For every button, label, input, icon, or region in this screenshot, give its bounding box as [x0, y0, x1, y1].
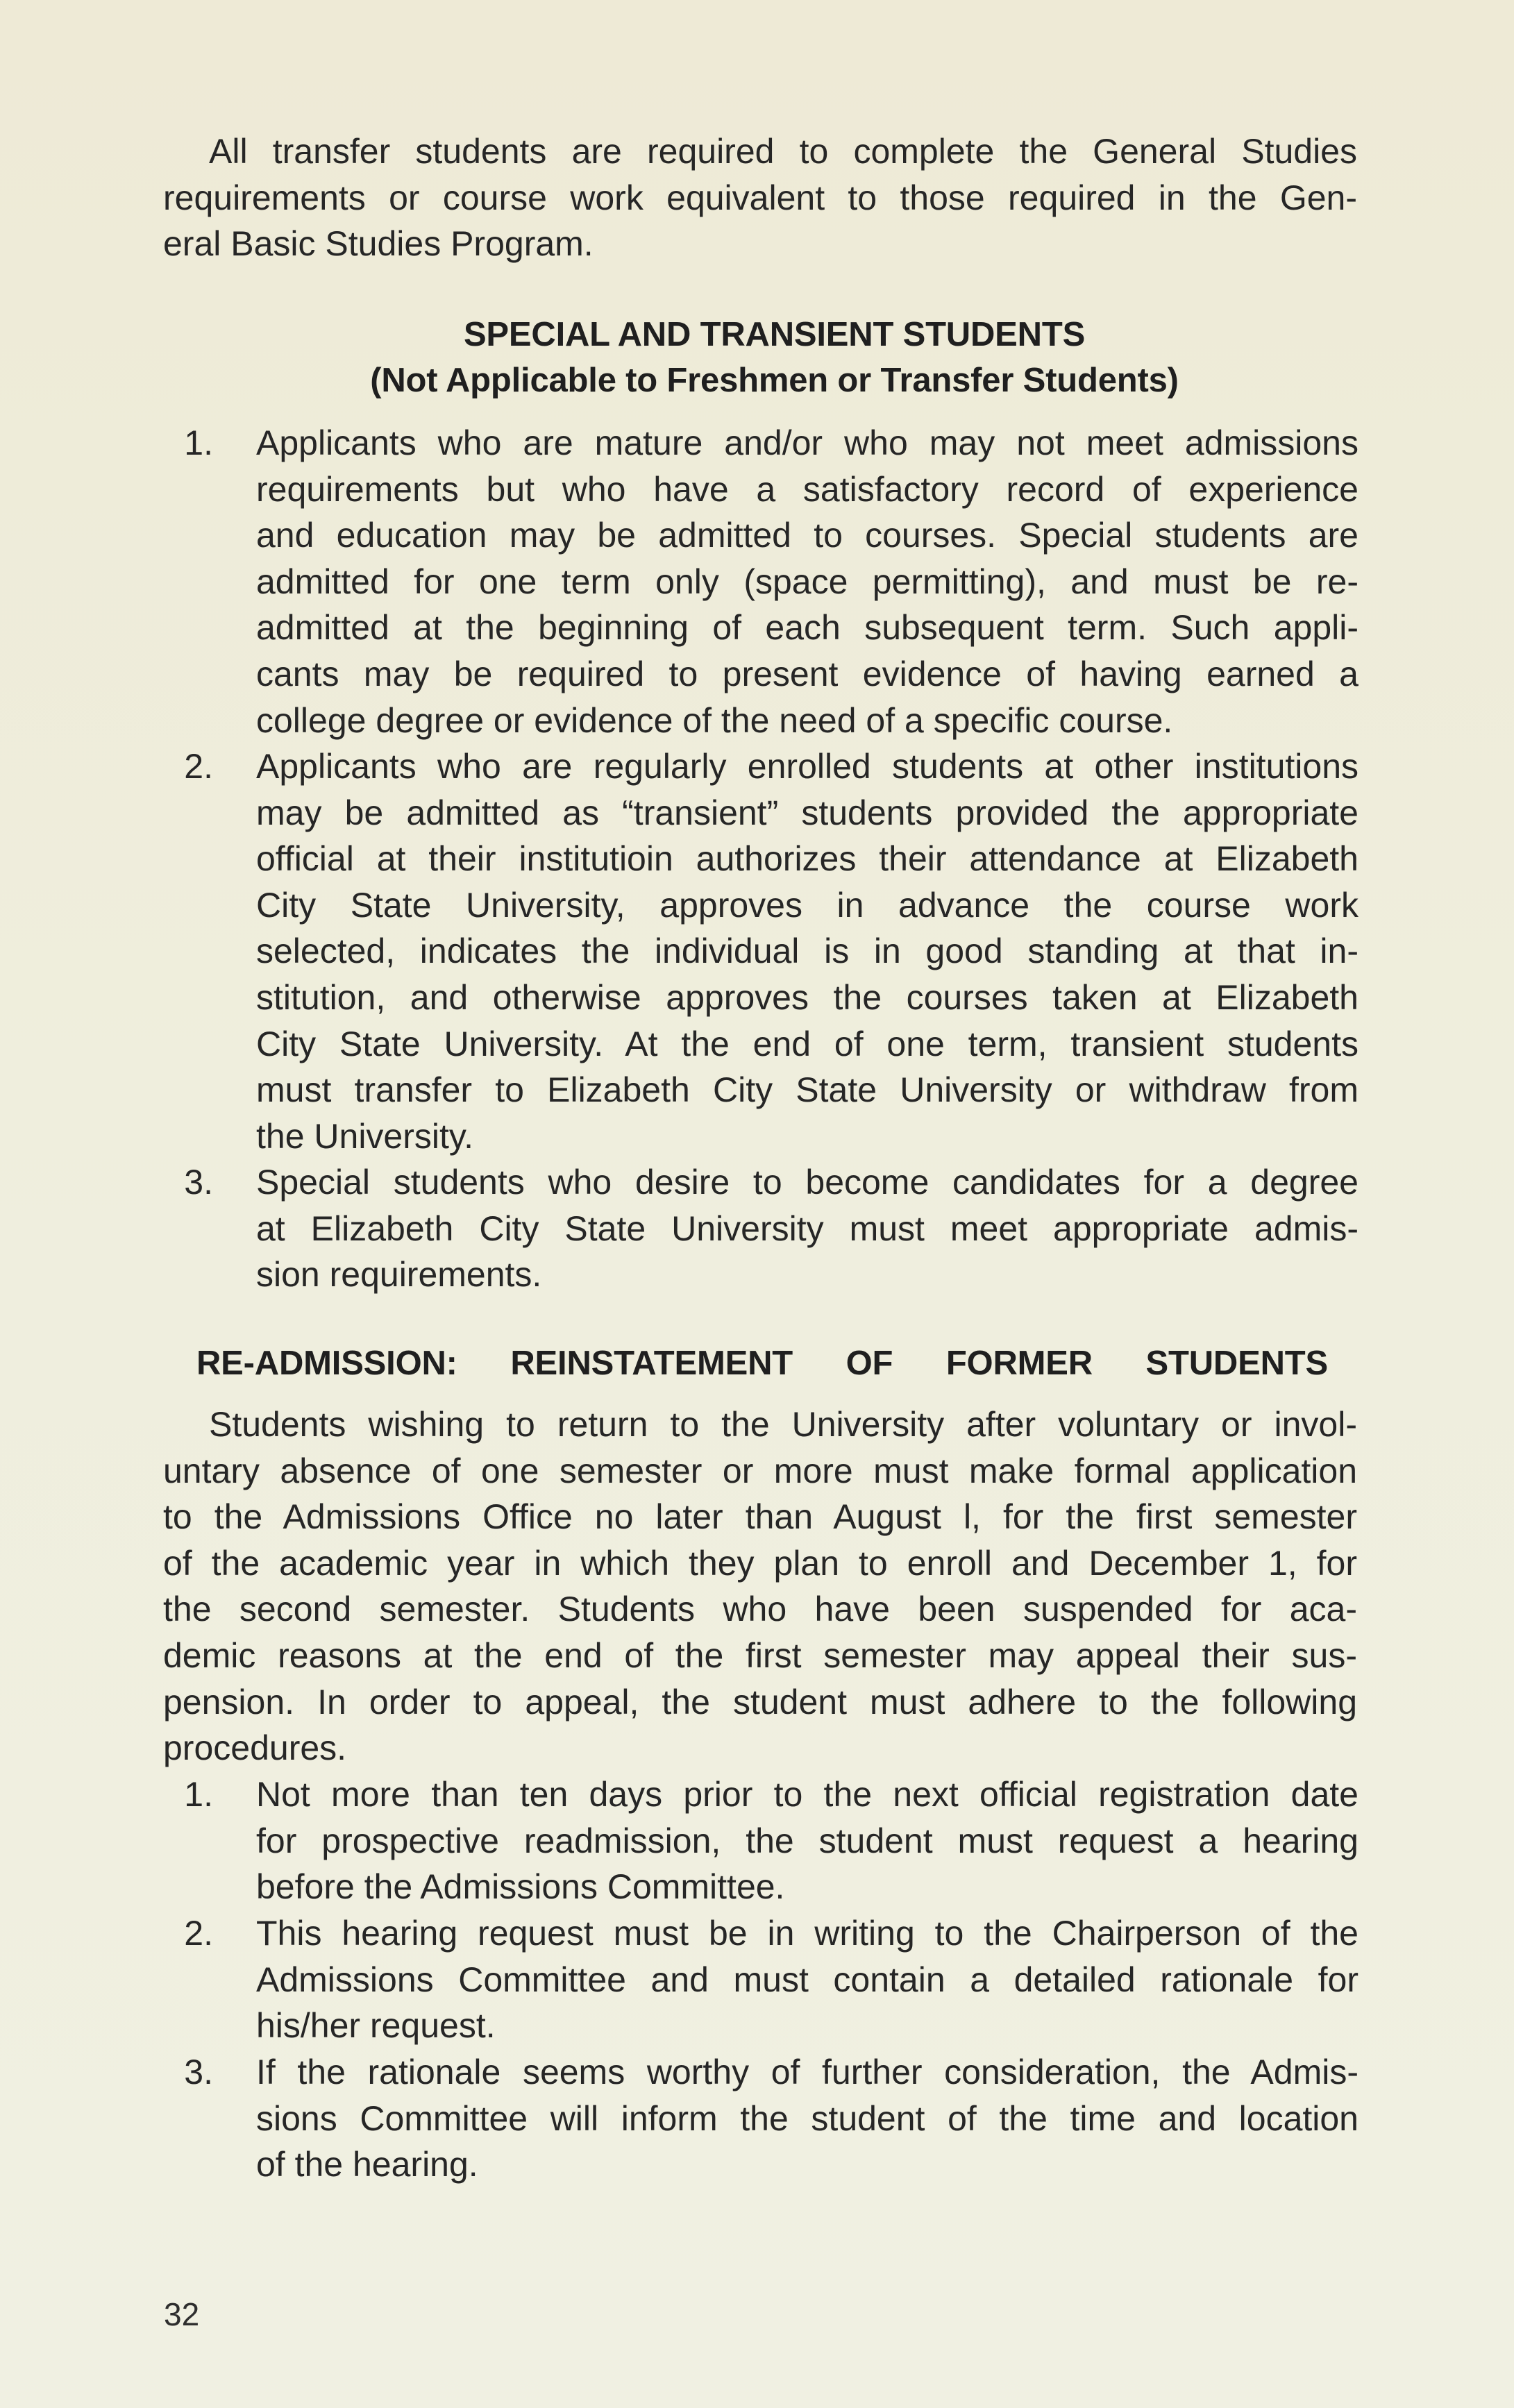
text-line: Applicants who are mature and/or who may not meet admissions — [256, 423, 1359, 462]
text-line: Admissions Committee and must contain a detailed rationale for — [256, 1960, 1359, 1999]
text-line: and education may be admitted to courses. Special students are — [256, 516, 1359, 555]
list-item-number: 3. — [184, 2053, 213, 2091]
text-line: pension. In order to appeal, the student must adhere to the following — [163, 1682, 1357, 1721]
list-item-text — [256, 1161, 1359, 1300]
text-line: Not more than ten days prior to the next official registration date — [256, 1775, 1359, 1814]
text-line: college degree or evidence of the need of a specific course. — [256, 700, 1173, 740]
text-line: requirements or course work equivalent to those required in the Gen- — [163, 178, 1357, 217]
list-item-text — [256, 1774, 1359, 1912]
text-line: sion requirements. — [256, 1255, 542, 1295]
text-line: stitution, and otherwise approves the courses taken at Elizabeth — [256, 977, 1359, 1017]
list-item — [163, 1161, 1357, 1300]
text-line: the second semester. Students who have been suspended for aca- — [163, 1590, 1357, 1629]
text-line: his/her request. — [256, 2006, 496, 2046]
text-line: procedures. — [163, 1728, 347, 1768]
list-item — [163, 1912, 1357, 2051]
list-item-text — [256, 2051, 1359, 2190]
section-heading-special-transient: SPECIAL AND TRANSIENT STUDENTS — [463, 316, 1086, 353]
list-item — [163, 1774, 1357, 1912]
text-line: of the academic year in which they plan to enroll and December 1, for — [163, 1543, 1357, 1583]
text-line: must transfer to Elizabeth City State University or withdraw from — [256, 1070, 1359, 1110]
text-line: This hearing request must be in writing to the Chairperson of the — [256, 1914, 1359, 1953]
text-line: City State University. At the end of one term, transient students — [256, 1024, 1359, 1063]
section-heading-readmission: RE-ADMISSION: REINSTATEMENT OF FORMER STUDENTS — [196, 1345, 1328, 1382]
list-item-text — [256, 422, 1359, 746]
intro-paragraph — [163, 130, 1357, 269]
text-line: admitted at the beginning of each subsequent term. Such appli- — [256, 608, 1359, 648]
text-line: the University. — [256, 1116, 474, 1156]
text-line: If the rationale seems worthy of further consideration, the Admis- — [256, 2053, 1359, 2091]
text-line: All transfer students are required to complete the General Studies — [209, 132, 1357, 171]
text-line: to the Admissions Office no later than August l, for the first semester — [163, 1497, 1357, 1537]
procedure-list — [163, 1774, 1357, 2190]
text-line: requirements but who have a satisfactory record of experience — [256, 469, 1359, 509]
text-line: before the Admissions Committee. — [256, 1867, 785, 1907]
list-item-number: 1. — [184, 1775, 213, 1814]
special-list — [163, 422, 1357, 1300]
list-item-number: 3. — [184, 1163, 213, 1202]
list-item-number: 2. — [184, 747, 213, 786]
text-line: untary absence of one semester or more must make formal application — [163, 1451, 1357, 1490]
text-line: at Elizabeth City State University must meet appropriate admis- — [256, 1209, 1359, 1248]
text-line: Applicants who are regularly enrolled students at other institutions — [256, 747, 1359, 786]
text-line: may be admitted as “transient” students provided the appropriate — [256, 793, 1359, 832]
text-line: City State University, approves in advance the course work — [256, 885, 1359, 925]
list-item-text — [256, 746, 1359, 1161]
text-line: sions Committee will inform the student of the time and location — [256, 2098, 1359, 2138]
text-line: admitted for one term only (space permitting), and must be re- — [256, 562, 1359, 601]
list-item — [163, 746, 1357, 1161]
text-line: Special students who desire to become candidates for a degree — [256, 1163, 1359, 1202]
list-item — [163, 2051, 1357, 2190]
text-line: eral Basic Studies Program. — [163, 224, 594, 264]
readmission-paragraph — [163, 1404, 1357, 1774]
text-line: demic reasons at the end of the first semester may appeal their sus- — [163, 1635, 1357, 1675]
text-line: selected, indicates the individual is in good standing at that in- — [256, 932, 1359, 971]
text-line: official at their institutioin authorizes their attendance at Elizabeth — [256, 839, 1359, 879]
text-line: for prospective readmission, the student must request a hearing — [256, 1821, 1359, 1860]
list-item-number: 1. — [184, 423, 213, 462]
text-line: Students wishing to return to the University after voluntary or invol- — [209, 1405, 1357, 1444]
page-number: 32 — [164, 2296, 200, 2332]
section-subheading-not-applicable: (Not Applicable to Freshmen or Transfer Students) — [370, 362, 1179, 399]
list-item-text — [256, 1912, 1359, 2051]
text-line: cants may be required to present evidence of having earned a — [256, 654, 1359, 693]
list-item-number: 2. — [184, 1914, 213, 1953]
text-line: of the hearing. — [256, 2145, 478, 2184]
list-item — [163, 422, 1357, 746]
